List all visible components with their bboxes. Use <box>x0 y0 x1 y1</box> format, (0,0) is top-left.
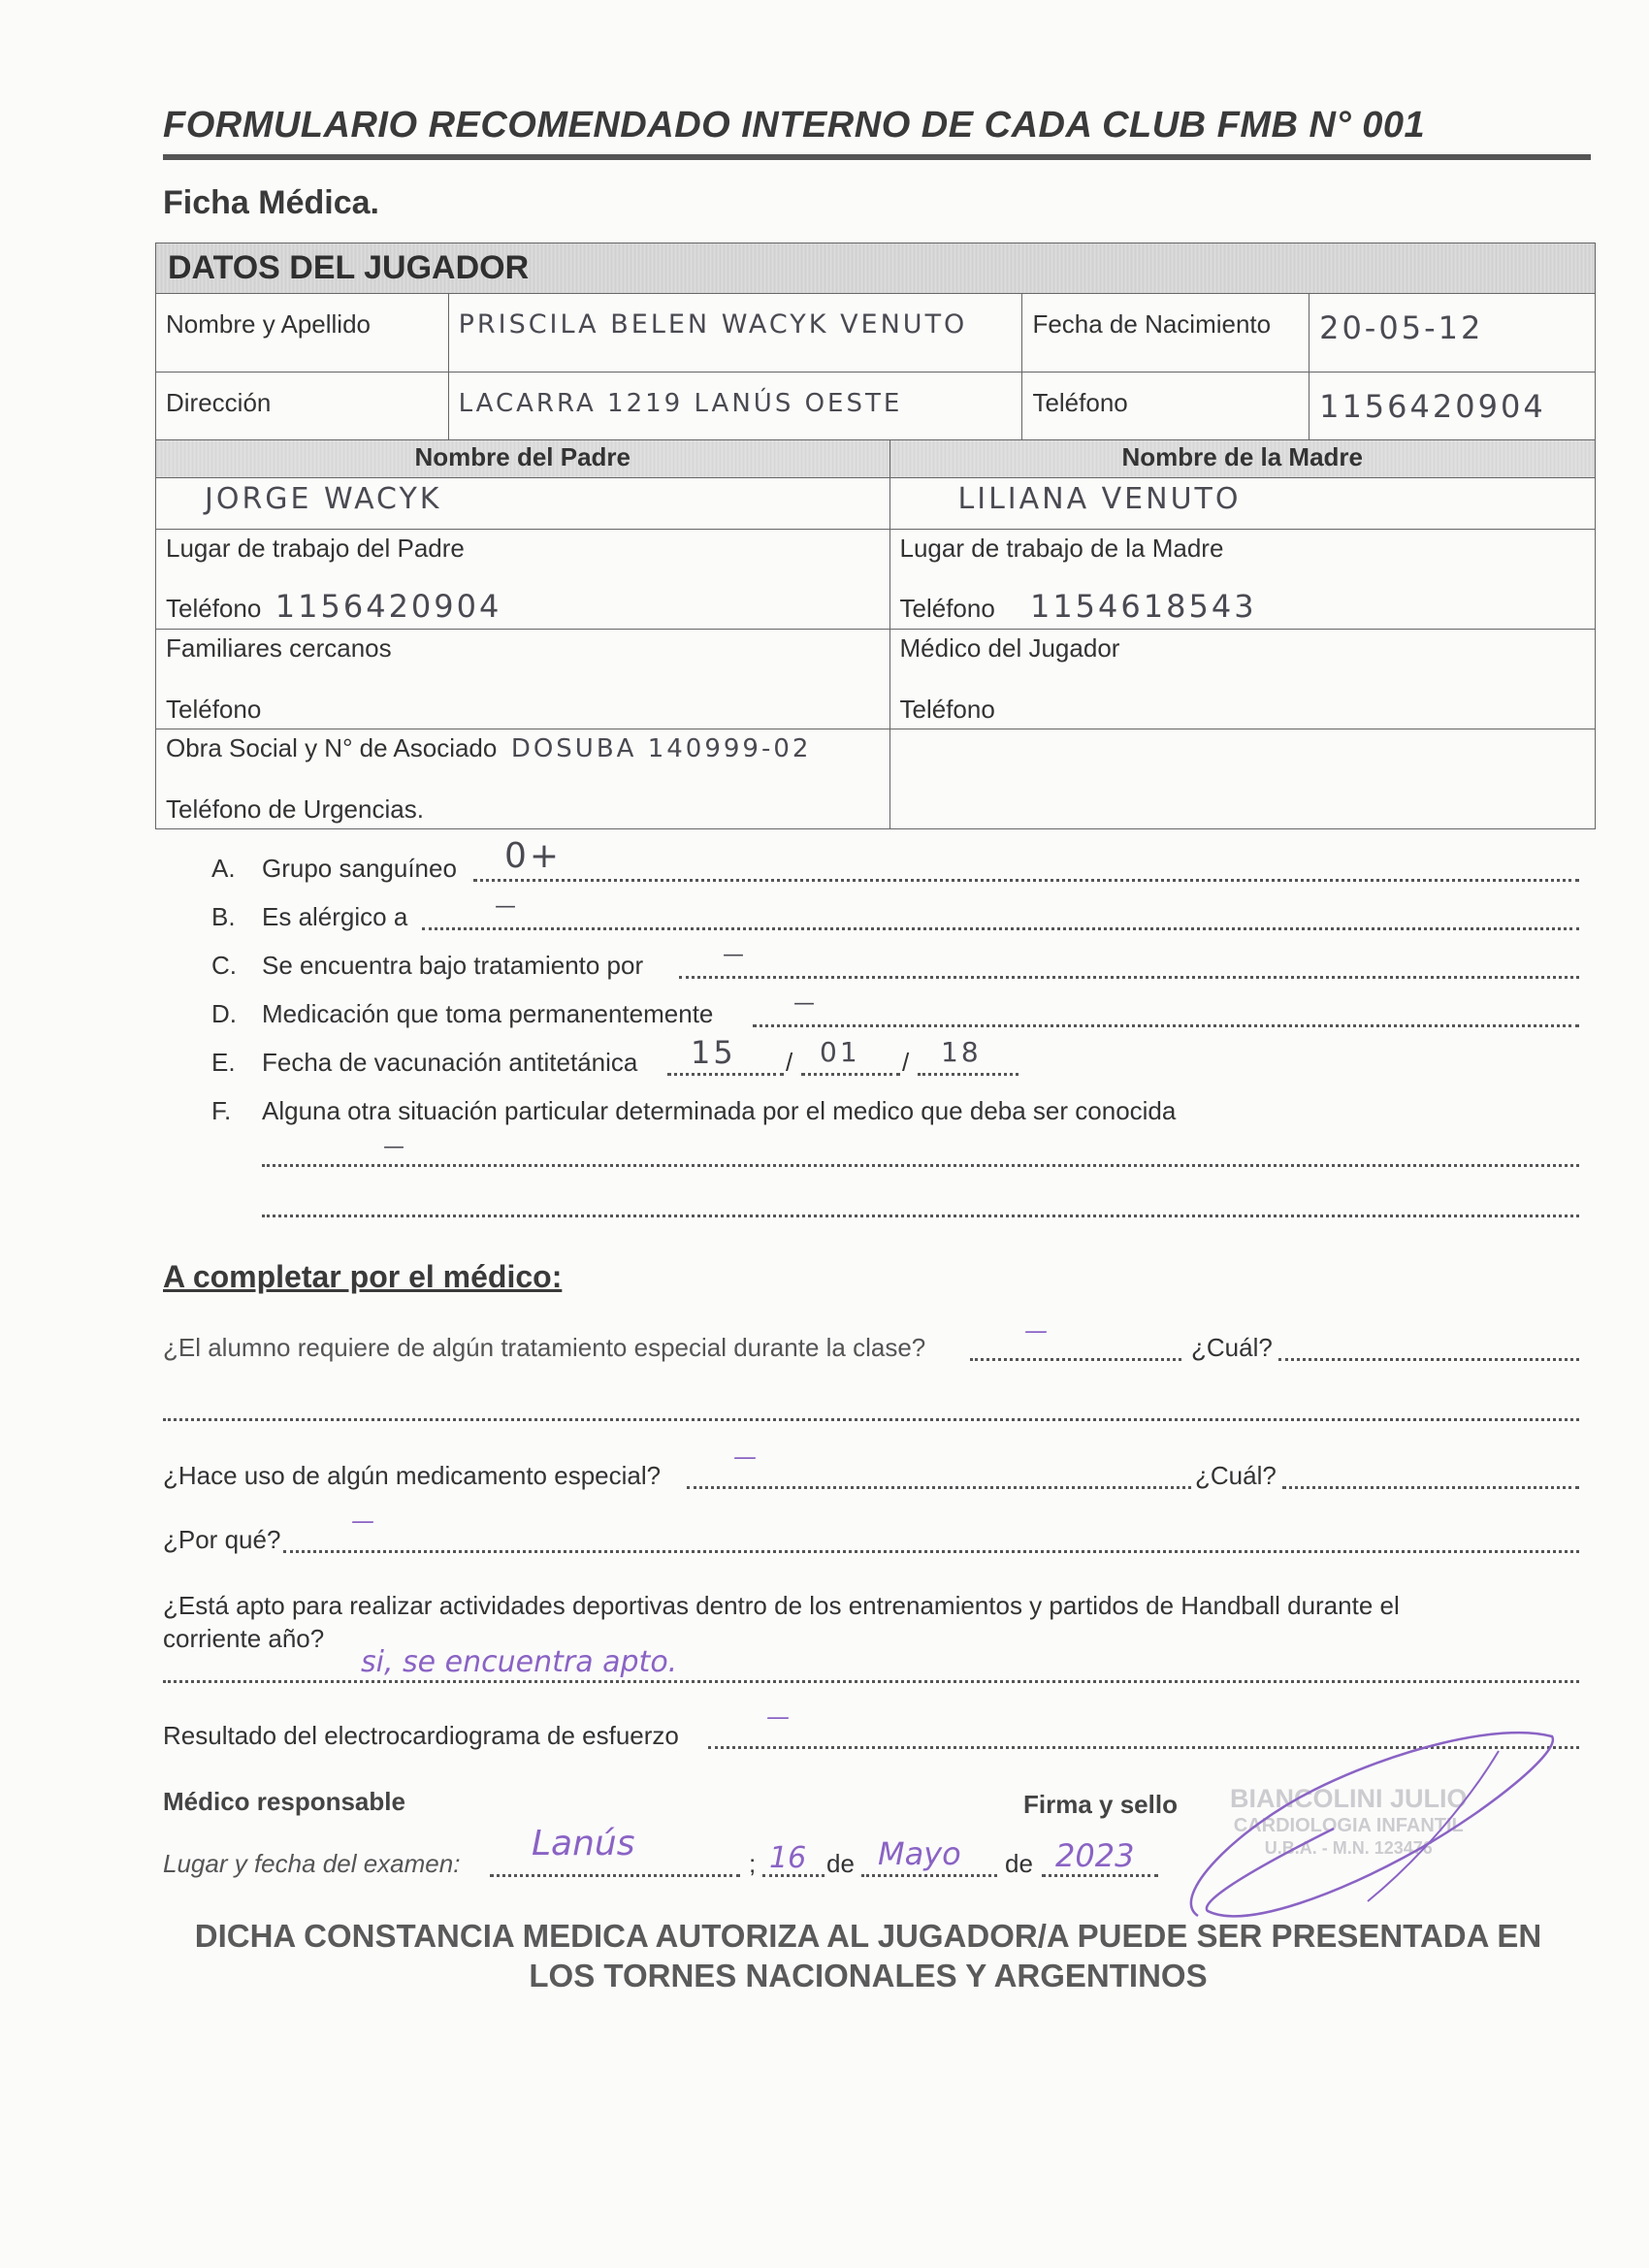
page-subtitle: Ficha Médica. <box>163 184 379 221</box>
fit-answer-dots[interactable] <box>163 1680 1579 1683</box>
phone-label: Teléfono <box>1022 373 1310 451</box>
date-semicolon: ; <box>749 1849 757 1878</box>
insurance-label: Obra Social y N° de Asociado <box>166 733 498 762</box>
other-situation-value: — <box>383 1135 407 1159</box>
insurance-value: DOSUBA 140999-02 <box>510 734 812 763</box>
ecg-answer: — <box>766 1703 790 1731</box>
empty-cell <box>889 729 1595 829</box>
place-value: Lanús <box>532 1824 635 1863</box>
blood-group-dots[interactable] <box>473 879 1579 882</box>
tetanus-day-dots[interactable] <box>667 1073 784 1076</box>
tetanus-month: 01 <box>820 1036 860 1068</box>
allergy-row: B. Es alérgico a <box>211 902 408 931</box>
player-data-table <box>155 243 1596 451</box>
mother-name-field[interactable] <box>889 478 1595 530</box>
place-date-label: Lugar y fecha del examen: <box>163 1849 461 1878</box>
mother-work-label: Lugar de trabajo de la Madre <box>899 534 1224 563</box>
tetanus-year: 18 <box>941 1036 982 1068</box>
medication-row: D. Medicación que toma permanentemente <box>211 999 714 1028</box>
allergy-label: Es alérgico a <box>262 902 408 931</box>
year-dots[interactable] <box>1042 1874 1158 1877</box>
footer-line1: DICHA CONSTANCIA MEDICA AUTORIZA AL JUGADOR/A PUEDE SER PRESENTADA EN <box>194 1918 1542 1954</box>
tetanus-sep-2: / <box>902 1048 910 1077</box>
special-medication-answer: — <box>733 1443 757 1471</box>
place-dots[interactable] <box>490 1874 740 1877</box>
doctor-phone-label: Teléfono <box>899 695 995 724</box>
allergy-dots[interactable] <box>422 927 1579 930</box>
birth-field[interactable] <box>1310 294 1596 373</box>
mother-phone-label: Teléfono <box>899 594 995 623</box>
blood-group-value: 0+ <box>504 836 563 876</box>
mother-phone: 1154618543 <box>1029 588 1257 625</box>
tetanus-row: E. Fecha de vacunación antitetánica <box>211 1048 638 1077</box>
why-answer: — <box>351 1507 374 1535</box>
treatment-label: Se encuentra bajo tratamiento por <box>262 951 644 980</box>
signature-label: Firma y sello <box>1023 1790 1178 1819</box>
footer-line2: LOS TORNES NACIONALES Y ARGENTINOS <box>529 1958 1208 1993</box>
allergy-value: — <box>495 894 519 919</box>
other-situation-dots-1[interactable] <box>262 1164 1579 1167</box>
name-value: PRISCILA BELEN WACYK VENUTO <box>458 309 968 340</box>
de-label-2: de <box>1005 1849 1033 1878</box>
mother-work-cell[interactable] <box>889 530 1595 630</box>
insurance-cell[interactable] <box>156 729 890 829</box>
player-section-title: DATOS DEL JUGADOR <box>156 243 1596 294</box>
special-treatment-which-dots[interactable] <box>1278 1358 1579 1361</box>
special-medication-which-label: ¿Cuál? <box>1195 1461 1277 1490</box>
father-name-field[interactable] <box>156 478 890 530</box>
treatment-value: — <box>723 943 747 967</box>
special-treatment-extra-dots[interactable] <box>163 1418 1579 1421</box>
special-treatment-answer-dots[interactable] <box>970 1358 1181 1361</box>
why-dots[interactable] <box>283 1550 1579 1553</box>
stamp-registration: U.B.A. - M.N. 123476 <box>1264 1838 1433 1858</box>
blood-group-row: A. Grupo sanguíneo <box>211 854 457 883</box>
address-value: LACARRA 1219 LANÚS OESTE <box>458 389 903 418</box>
month-dots[interactable] <box>861 1874 997 1877</box>
tetanus-label: Fecha de vacunación antitetánica <box>262 1048 638 1077</box>
player-doctor-label: Médico del Jugador <box>899 633 1120 663</box>
month-value: Mayo <box>878 1835 961 1872</box>
tetanus-year-dots[interactable] <box>918 1073 1018 1076</box>
father-phone: 1156420904 <box>275 588 502 625</box>
fit-answer: si, se encuentra apto. <box>361 1645 678 1679</box>
father-name: JORGE WACYK <box>205 482 442 516</box>
tetanus-day: 15 <box>691 1034 736 1071</box>
tetanus-sep-1: / <box>786 1048 793 1077</box>
responsible-doctor-label: Médico responsable <box>163 1787 405 1816</box>
medication-dots[interactable] <box>753 1024 1579 1027</box>
fit-question-line1: ¿Está apto para realizar actividades deportivas dentro de los entrenamientos y partidos de Handball durante el <box>163 1591 1400 1620</box>
treatment-row: C. Se encuentra bajo tratamiento por <box>211 951 644 980</box>
mother-header: Nombre de la Madre <box>889 440 1595 478</box>
special-medication-question: ¿Hace uso de algún medicamento especial? <box>163 1461 662 1490</box>
phone-value: 1156420904 <box>1319 388 1546 425</box>
relatives-phone-label: Teléfono <box>166 695 262 724</box>
emergency-phone-label: Teléfono de Urgencias. <box>166 794 424 824</box>
why-question: ¿Por qué? <box>163 1525 281 1554</box>
doctor-cell[interactable] <box>889 630 1595 729</box>
stamp-specialty: CARDIOLOGIA INFANTIL <box>1233 1815 1464 1836</box>
title-underline <box>163 154 1591 160</box>
name-label: Nombre y Apellido <box>156 294 449 373</box>
special-treatment-answer: — <box>1024 1317 1048 1345</box>
ecg-label: Resultado del electrocardiograma de esfuerzo <box>163 1721 679 1750</box>
mother-name: LILIANA VENUTO <box>957 482 1242 516</box>
medication-value: — <box>793 991 818 1016</box>
de-label-1: de <box>826 1849 855 1878</box>
medical-section-title: A completar por el médico: <box>163 1259 563 1294</box>
treatment-dots[interactable] <box>679 976 1579 979</box>
form-title: FORMULARIO RECOMENDADO INTERNO DE CADA CLUB FMB N° 001 <box>163 105 1426 146</box>
tetanus-month-dots[interactable] <box>801 1073 900 1076</box>
address-label: Dirección <box>156 373 449 451</box>
special-treatment-question: ¿El alumno requiere de algún tratamiento especial durante la clase? <box>163 1333 926 1362</box>
name-field[interactable] <box>448 294 1022 373</box>
birth-label: Fecha de Nacimiento <box>1022 294 1310 373</box>
father-phone-label: Teléfono <box>166 594 262 623</box>
father-work-label: Lugar de trabajo del Padre <box>166 534 465 563</box>
other-situation-row: F. Alguna otra situación particular determinada por el medico que deba ser conocida <box>211 1096 1177 1125</box>
birth-value: 20-05-12 <box>1319 309 1484 346</box>
relatives-cell[interactable] <box>156 630 890 729</box>
day-value: 16 <box>769 1841 807 1875</box>
stamp-name: BIANCOLINI JULIO <box>1230 1784 1468 1813</box>
special-treatment-which-label: ¿Cuál? <box>1191 1333 1273 1362</box>
father-header: Nombre del Padre <box>156 440 890 478</box>
doctor-signature <box>1179 1712 1567 1935</box>
footer-notice <box>155 1916 1581 1995</box>
medication-label: Medicación que toma permanentemente <box>262 999 714 1028</box>
parents-table <box>155 439 1596 829</box>
special-medication-which-dots[interactable] <box>1282 1486 1579 1489</box>
other-situation-dots-2[interactable] <box>262 1215 1579 1217</box>
special-medication-answer-dots[interactable] <box>687 1486 1191 1489</box>
blood-group-label: Grupo sanguíneo <box>262 854 457 883</box>
fit-question-line2: corriente año? <box>163 1624 325 1653</box>
year-value: 2023 <box>1055 1837 1135 1874</box>
relatives-label: Familiares cercanos <box>166 633 392 663</box>
other-situation-label: Alguna otra situación particular determinada por el medico que deba ser conocida <box>262 1096 1177 1125</box>
father-work-cell[interactable] <box>156 530 890 630</box>
